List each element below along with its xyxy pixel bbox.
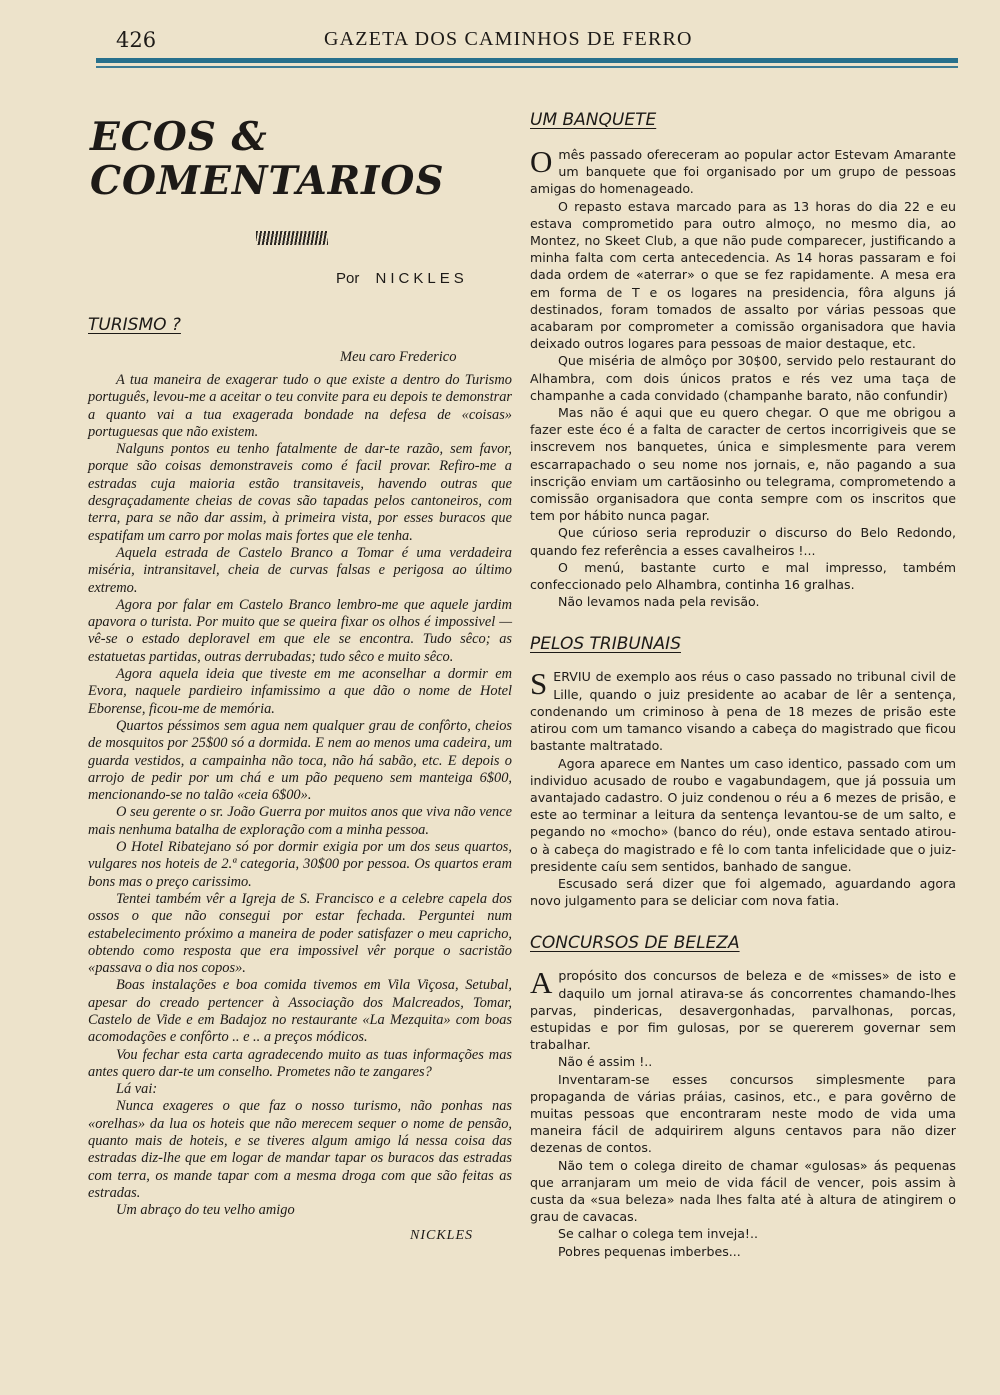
paragraph: Pobres pequenas imberbes...: [558, 1243, 741, 1259]
section-body: [530, 967, 956, 1259]
paragraph: Nalguns pontos eu tenho fatalmente de dar-te razão, sem favor, porque são coisas demonstraveis como é facil provar. Refiro-me a estradas cuja maioria estão transitaveis, havendo outras que desgraçadamente cheias de covas são tapadas pelos cantoneiros, com terra, para se não dar assim, à primeira vista, por esses buracos que espatifam um carro por molas mais fortes que ele tenha.: [88, 441, 512, 544]
section-body: [530, 146, 956, 610]
header-rule-thick: [96, 58, 958, 63]
section-pelos-tribunais: [530, 634, 956, 909]
paragraph: Vou fechar esta carta agradecendo muito as tuas informações mas antes quero dar-te um conselho. Prometes não te zangares?: [88, 1046, 512, 1080]
byline-author: NICKLES: [375, 270, 468, 287]
lead-paragraph: Apropósito dos concursos de beleza e de «misses» de isto e daquilo um jornal atirava-se ás concorrentes chamando-lhes parvas, pindericas, desavergonhadas, parvalhonas, porcas, estupidas e por fim gulosas, por se quererem governar sem trabalhar.: [530, 965, 956, 1053]
drop-cap: S: [530, 666, 548, 702]
drop-cap: O: [530, 144, 553, 179]
paragraph: Que miséria de almôço por 30$00, servido pelo restaurant do Alhambra, com dois únicos pratos e rés vez uma taça de champanhe a cada convidado (champanhe barato, não confundir): [530, 353, 956, 403]
section-heading-turismo: TURISMO ?: [88, 315, 181, 335]
paragraph: Quartos péssimos sem agua nem qualquer grau de confôrto, cheios de mosquitos por 25$00 só a dormida. E nem ao menos uma cadeira, um guarda vestidos, a campainha não toca, não há sabão, etc. E depois o arrojo de pedir por um chá e um pão pequeno sem manteiga 6$00, mencionando-se no talão «ceia 6$00».: [88, 717, 512, 804]
paragraph: Não é assim !..: [558, 1054, 653, 1070]
paragraph: Tentei também vêr a Igreja de S. Francisco e a celebre capela dos ossos o que não consegui por estar fechada. Perguntei num estabelecimento próximo a maneira de poder satisfazer o meu capricho, obtendo como resposta que era impossivel vêr porque o sacristão «passava o dia nos copos».: [88, 890, 512, 977]
paragraph: Mas não é aqui que eu quero chegar. O que me obrigou a fazer este éco é a falta de caracter de certos incorrigiveis que se inscrevem nos banquetes, única e simplesmente para verem escarrapachado o seu nome nos jornais, e, não pagando a sua inscrição enviam um cartãosinho ou telegrama, comprometendo a comissão organisadora que conta sempre com os inscritos que tem por hábito nunca pagar.: [530, 405, 956, 524]
paragraph: Aquela estrada de Castelo Branco a Tomar é uma verdadeira miséria, intransitavel, cheia de curvas falsas e perigosa ao último extremo.: [88, 544, 512, 596]
title-ornament: [256, 231, 328, 245]
paragraph: Que cúrioso seria reproduzir o discurso do Belo Redondo, quando fez referência a esses cavalheiros !...: [530, 525, 956, 558]
paragraph: O menú, bastante curto e mal impresso, também confeccionado pelo Alhambra, continha 16 gralhas.: [530, 559, 956, 593]
paragraph: Agora por falar em Castelo Branco lembro-me que aquele jardim apavora o turista. Por muito que se queira fixar os olhos é impossivel — vê-se o estado deploravel em que ele se encontra. Tudo sêco; as estatuetas partidas, outras derrubadas; tudo sêco e muito sêco.: [88, 596, 512, 665]
byline: [336, 270, 512, 287]
section-heading: CONCURSOS DE BELEZA: [530, 933, 740, 954]
paragraph: O repasto estava marcado para as 13 horas do dia 22 e eu estava comprometido para outro almoço, no mesmo dia, ao Montez, no Skeet Club, a que não pude comparecer, justificando a minha falta com certa antecedencia. As 14 horas passaram e foi dada ordem de «aterrar» o que se fez rapidamente. A mesa era em forma de T e os logares na presidencia, fôra alguns já destinados, foram tomados de assalto por várias pessoas que acabaram por comprometer a comissão organisadora que havia deixado outros logares para pessoas de maior destaque, etc.: [530, 198, 956, 352]
paragraph: O Hotel Ribatejano só por dormir exigia por um dos seus quartos, vulgares nos hoteis de 2.ª categoria, 30$00 por pessoa. Os quartos eram bons mas o preço carissimo.: [88, 839, 512, 890]
byline-prefix: Por: [336, 270, 360, 287]
paragraph: A tua maneira de exagerar tudo o que existe a dentro do Turismo português, levou-me a aceitar o teu convite para eu depois te demonstrar a quanto vai a tua exagerada bondade na defesa de «coisas» portuguesas que não existem.: [88, 372, 512, 440]
right-column: [530, 100, 956, 1284]
lead-paragraph: SERVIU de exemplo aos réus o caso passado no tribunal civil de Lille, quando o juiz presidente ao acabar de lêr a sentença, condenando um criminoso à pena de 18 mezes de prisão este atirou com um tamanco visando a cabeça do magistrado que ficou bastante maltratado.: [530, 666, 956, 754]
paragraph: Não levamos nada pela revisão.: [558, 594, 760, 610]
paragraph: Não tem o colega direito de chamar «gulosas» ás pequenas que arranjaram um meio de vida fácil de vencer, pois assim à custa da «sua beleza» nada lhes falta até à altura de atingirem o grau de cavacas.: [530, 1157, 956, 1225]
letter-greeting: Meu caro Frederico: [340, 349, 457, 365]
paragraph: O seu gerente o sr. João Guerra por muitos anos que viva não vence mais nenhuma batalha de exploração com a minha pessoa.: [88, 804, 512, 838]
letter-body: [88, 372, 512, 1220]
paragraph: Agora aquela ideia que tiveste em me aconselhar a dormir em Evora, naquele pardieiro infamissimo a que dão o nome de Hotel Eborense, ficou-me de memória.: [88, 666, 512, 717]
header-rule-thin: [96, 66, 958, 68]
left-column: [88, 100, 512, 1244]
journal-title: GAZETA DOS CAMINHOS DE FERRO: [324, 28, 693, 50]
paragraph: Inventaram-se esses concursos simplesmente para propaganda de várias práias, casinos, etc., e para govêrno de muitas pessoas que encontraram neste modo de vida uma maneira fácil de adquirirem alguns centavos para não dizer dezenas de contos.: [530, 1071, 956, 1156]
paragraph: Lá vai:: [116, 1081, 158, 1098]
paragraph: Agora aparece em Nantes um caso identico, passado com um individuo acusado de roubo e vagabundagem, que já possuia um avantajado cadastro. O juiz condenou o réu a 6 mezes de prisão, e este ao terminar a leitura da sentença levantou-se de um salto, e pegando no «mocho» (banco do réu), onde estava sentado atirou-o à cabeça do magistrado e fê lo com tanta infelicidade que o juiz-presidente caíu sem sentidos, banhado de sangue.: [530, 755, 956, 874]
paragraph: Um abraço do teu velho amigo: [116, 1202, 295, 1219]
lead-paragraph: Omês passado ofereceram ao popular actor Estevam Amarante um banquete que foi organisado por um grupo de pessoas amigas do homenageado.: [530, 144, 956, 197]
page-number: 426: [116, 28, 157, 52]
section-concursos-de-beleza: [530, 933, 956, 1259]
paragraph: Escusado será dizer que foi algemado, aguardando agora novo julgamento para se deliciar com nova fatia.: [530, 875, 956, 909]
paragraph: Se calhar o colega tem inveja!..: [558, 1226, 758, 1242]
paragraph: Boas instalações e boa comida tivemos em Vila Viçosa, Setubal, apesar do creado pertencer à Associação dos Malcreados, Tomar, Castelo de Vide e em Badajoz no restaurante «La Mezquita» com boas acomodações e confôrto .. e .. a preços módicos.: [88, 977, 512, 1046]
drop-cap: A: [530, 965, 553, 1001]
paragraph: Nunca exageres o que faz o nosso turismo, não ponhas nas «orelhas» da lua os hoteis que não merecem sequer o nome de pensão, quanto mais de hoteis, e se tiveres algum amigo lá nessa coisa das estradas diz-lhe que em logar de mandar tapar os buracos das estradas com terra, os mande tapar com a mesma droga com que são feitas as estradas.: [88, 1098, 512, 1201]
letter-signature: NICKLES: [410, 1227, 474, 1243]
section-heading: PELOS TRIBUNAIS: [530, 634, 681, 655]
section-body: [530, 668, 956, 909]
section-heading: UM BANQUETE: [530, 110, 657, 130]
page-header: [116, 26, 960, 56]
section-um-banquete: [530, 110, 956, 610]
article-title: ECOS & COMENTARIOS: [90, 114, 445, 204]
